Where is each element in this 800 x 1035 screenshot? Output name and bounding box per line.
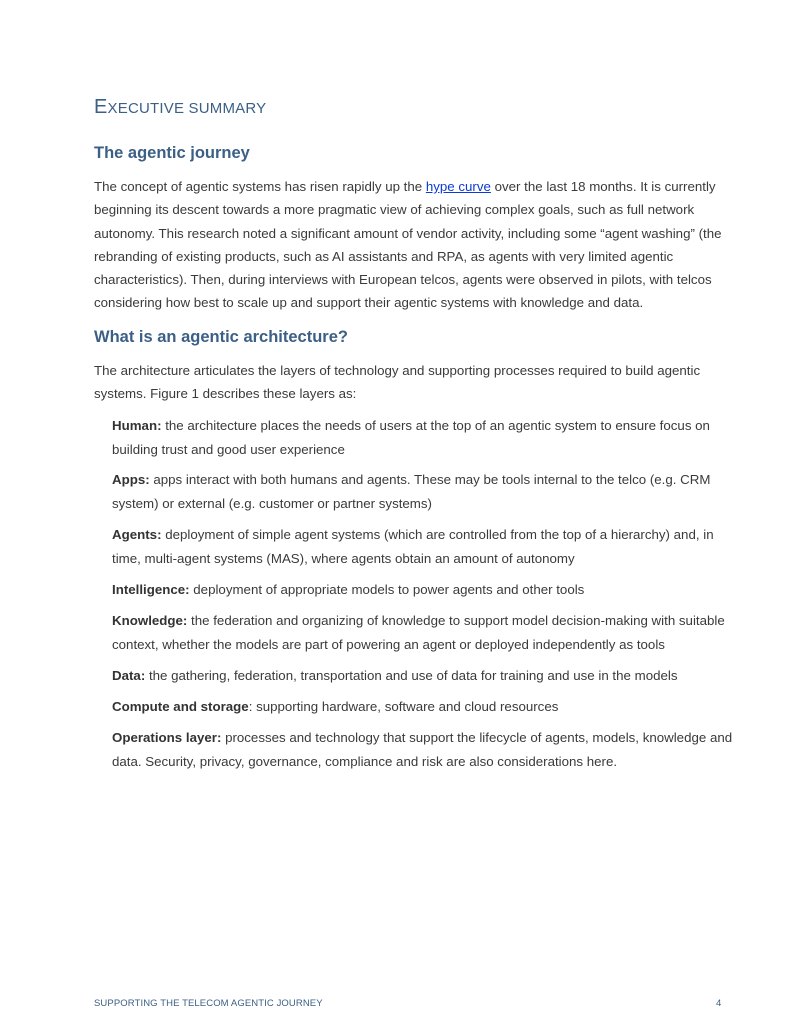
layer-desc: apps interact with both humans and agents. These may be tools internal to the telco (e.g. CRM system) or external (e.g. customer or partner systems) (112, 472, 711, 511)
journey-heading: The agentic journey (94, 144, 250, 162)
journey-paragraph (94, 175, 734, 315)
footer-title: SUPPORTING THE TELECOM AGENTIC JOURNEY (94, 998, 323, 1009)
layer-item-agents (112, 523, 734, 570)
layer-item-data (112, 664, 734, 688)
architecture-heading: What is an agentic architecture? (94, 328, 348, 346)
layer-desc: : supporting hardware, software and cloud resources (248, 699, 559, 714)
section-title (94, 95, 266, 121)
layer-desc: deployment of appropriate models to power agents and other tools (189, 582, 585, 597)
layer-item-apps (112, 468, 734, 515)
layer-item-operations (112, 726, 734, 773)
layer-term: Intelligence: (112, 582, 190, 597)
layer-term: Knowledge: (112, 613, 188, 628)
layer-desc: the gathering, federation, transportation and use of data for training and use in the models (145, 668, 678, 683)
layer-term: Human: (112, 418, 162, 433)
layer-item-knowledge (112, 609, 734, 656)
layer-item-intelligence (112, 578, 734, 602)
layer-term: Agents: (112, 527, 162, 542)
layer-desc: the federation and organizing of knowledge to support model decision-making with suitable context, whether the models are part of powering an agent or deployed independently as tools (112, 613, 725, 652)
layer-term: Apps: (112, 472, 150, 487)
page-number: 4 (716, 998, 722, 1009)
layer-desc: processes and technology that support the lifecycle of agents, models, knowledge and data. Security, privacy, governance, compliance and risk are also considerations here. (112, 730, 733, 769)
layer-term: Compute and storage (112, 699, 249, 714)
layer-desc: deployment of simple agent systems (which are controlled from the top of a hierarchy) and, in time, multi-agent systems (MAS), where agents obtain an amount of autonomy (112, 527, 714, 566)
layer-term: Operations layer: (112, 730, 222, 745)
architecture-intro: The architecture articulates the layers of technology and supporting processes required to build agentic systems. Figure 1 describes these layers as: (94, 363, 701, 402)
journey-text-before-link: The concept of agentic systems has risen rapidly up the (94, 179, 426, 194)
hype-curve-link[interactable]: hype curve (425, 179, 491, 194)
layer-item-human (112, 414, 734, 461)
journey-text-after-link: over the last 18 months. It is currently beginning its descent towards a more pragmatic view of achieving complex goals, such as full network autonomy. This research noted a significant amount of vendor activity, including some “agent washing” (the rebranding of existing products, such as AI assistants and RPA, as agents with very limited agentic characteristics). Then, during interviews with European telcos, agents were observed in pilots, with telcos considering how best to scale up and support their agentic systems with knowledge and data. (94, 179, 722, 311)
section-title-initial: E (94, 96, 108, 118)
layer-desc: the architecture places the needs of users at the top of an agentic system to ensure focus on building trust and good user experience (112, 418, 710, 457)
section-title-rest: XECUTIVE SUMMARY (107, 100, 267, 117)
layer-term: Data: (112, 668, 146, 683)
layer-item-compute (112, 695, 734, 719)
